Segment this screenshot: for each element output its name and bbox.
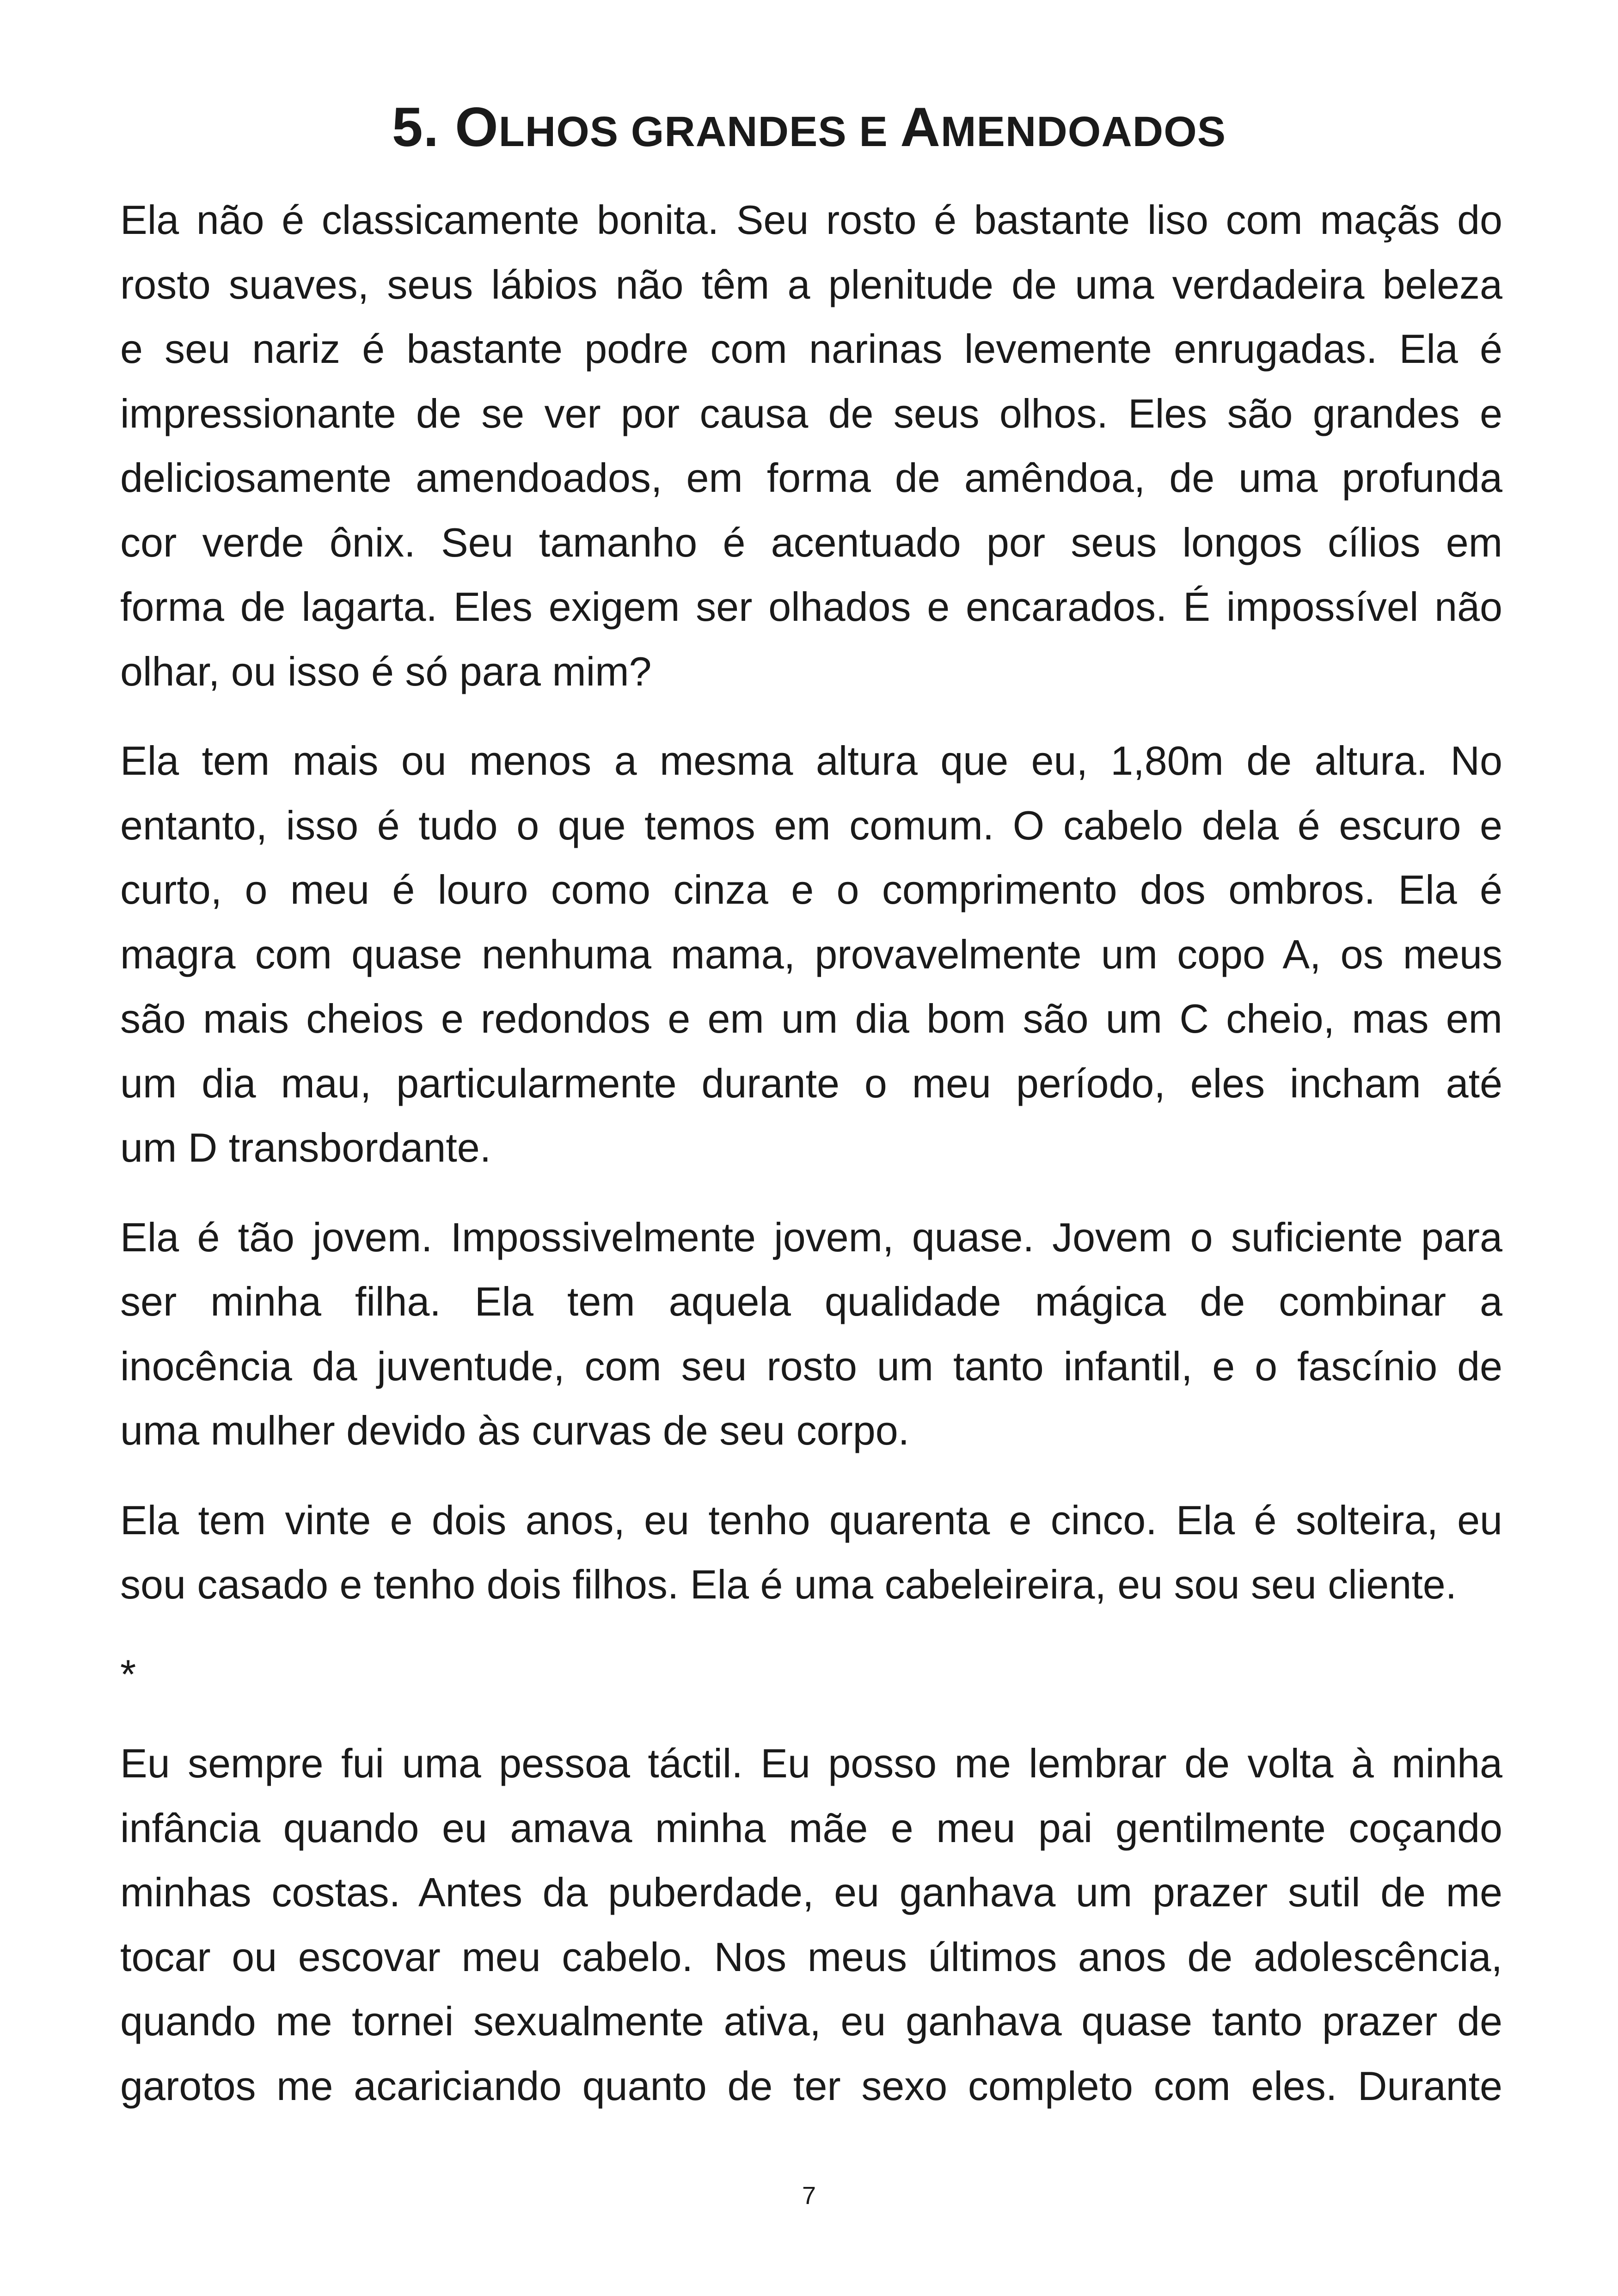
text-line: são mais cheios e redondos e em um dia bom são um C cheio, mas em	[120, 996, 1502, 1041]
text-line: um dia mau, particularmente durante o meu período, eles incham até	[120, 1060, 1502, 1106]
title-word-1-rest: LHOS GRANDES E	[498, 108, 901, 155]
paragraph-4	[120, 1488, 1502, 1617]
paragraph-5	[120, 1731, 1502, 2118]
page-number: 7	[802, 2182, 816, 2210]
text-line: infância quando eu amava minha mãe e meu pai gentilmente coçando	[120, 1805, 1502, 1851]
text-line: entanto, isso é tudo o que temos em comum. O cabelo dela é escuro e	[120, 802, 1502, 848]
text-line: um D transbordante.	[120, 1125, 491, 1170]
text-line: magra com quase nenhuma mama, provavelmente um copo A, os meus	[120, 931, 1502, 977]
paragraph-1	[120, 188, 1502, 704]
body-text	[120, 188, 1502, 2118]
title-word-2-rest: MENDOADOS	[940, 108, 1226, 155]
paragraph-3	[120, 1205, 1502, 1463]
text-line: Ela é tão jovem. Impossivelmente jovem, quase. Jovem o suficiente para	[120, 1214, 1502, 1260]
chapter-number: 5.	[392, 96, 455, 158]
text-line: sou casado e tenho dois filhos. Ela é uma cabeleireira, eu sou seu cliente.	[120, 1561, 1457, 1607]
text-line: uma mulher devido às curvas de seu corpo.	[120, 1408, 910, 1453]
text-line: Ela tem mais ou menos a mesma altura que eu, 1,80m de altura. No	[120, 738, 1502, 784]
text-line: e seu nariz é bastante podre com narinas levemente enrugadas. Ela é	[120, 326, 1502, 372]
title-word-2-cap: A	[900, 96, 941, 158]
paragraph-2	[120, 729, 1502, 1180]
text-line: cor verde ônix. Seu tamanho é acentuado por seus longos cílios em	[120, 519, 1502, 565]
text-line: garotos me acariciando quanto de ter sexo completo com eles. Durante	[120, 2063, 1502, 2109]
text-line: Eu sempre fui uma pessoa táctil. Eu posso me lembrar de volta à minha	[120, 1740, 1502, 1786]
text-line: Ela não é classicamente bonita. Seu rosto é bastante liso com maçãs do	[120, 197, 1502, 243]
chapter-title	[0, 90, 1618, 169]
text-line: rosto suaves, seus lábios não têm a plenitude de uma verdadeira beleza	[120, 261, 1502, 307]
text-line: forma de lagarta. Eles exigem ser olhados e encarados. É impossível não	[120, 584, 1502, 630]
text-line: quando me tornei sexualmente ativa, eu ganhava quase tanto prazer de	[120, 1998, 1502, 2044]
text-line: ser minha filha. Ela tem aquela qualidade mágica de combinar a	[120, 1279, 1502, 1324]
text-line: minhas costas. Antes da puberdade, eu ganhava um prazer sutil de me	[120, 1869, 1502, 1915]
text-line: curto, o meu é louro como cinza e o comprimento dos ombros. Ela é	[120, 867, 1502, 912]
text-line: inocência da juventude, com seu rosto um tanto infantil, e o fascínio de	[120, 1343, 1502, 1389]
text-line: impressionante de se ver por causa de seus olhos. Eles são grandes e	[120, 390, 1502, 436]
text-line: olhar, ou isso é só para mim?	[120, 648, 652, 694]
text-line: tocar ou escovar meu cabelo. Nos meus últimos anos de adolescência,	[120, 1934, 1502, 1980]
scene-break: *	[120, 1651, 136, 1697]
text-line: Ela tem vinte e dois anos, eu tenho quarenta e cinco. Ela é solteira, eu	[120, 1497, 1502, 1543]
text-line: deliciosamente amendoados, em forma de amêndoa, de uma profunda	[120, 455, 1502, 501]
title-word-1-cap: O	[455, 96, 499, 158]
